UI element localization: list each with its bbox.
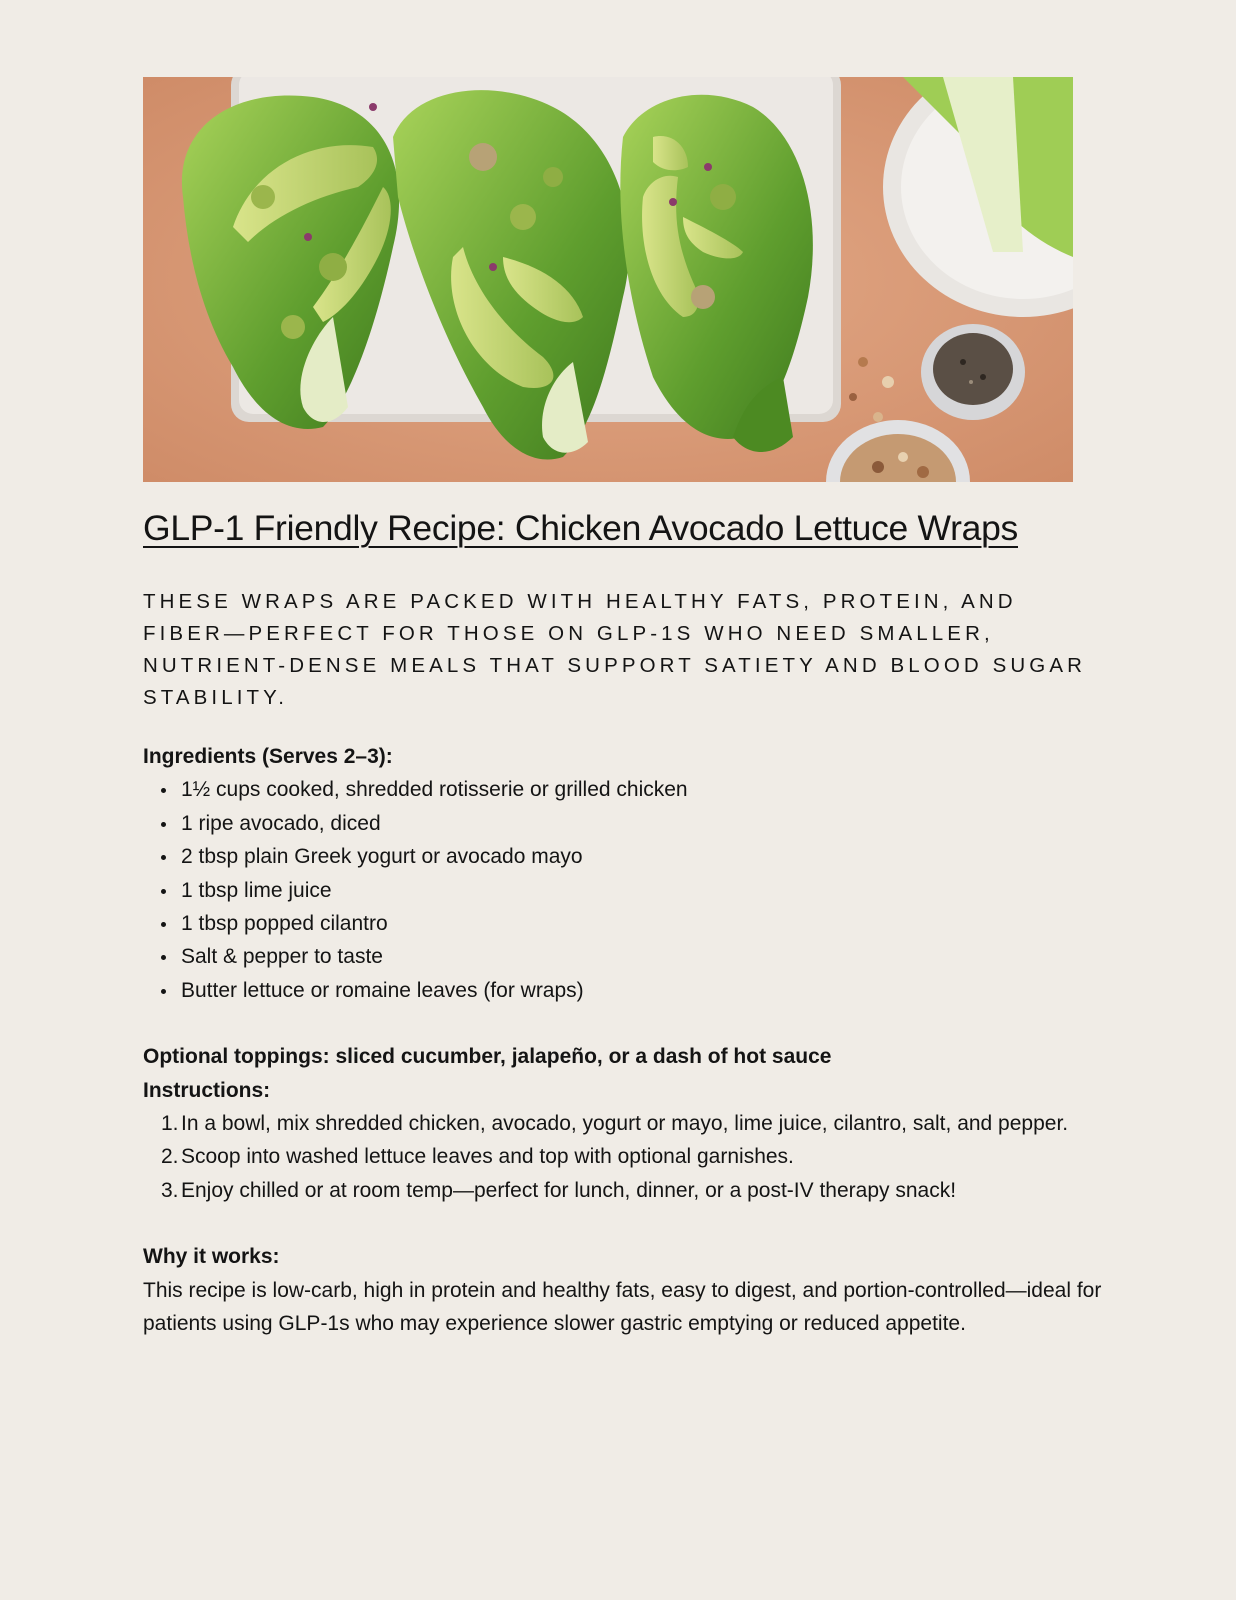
- recipe-intro: THESE WRAPS ARE PACKED WITH HEALTHY FATS, PROTEIN, AND FIBER—PERFECT FOR THOSE ON GLP-1S WHO NEED SMALLER, NUTRIENT-DENSE MEALS THAT SUPPORT SATIETY AND BLOOD SUGAR STABILITY.: [143, 590, 1087, 709]
- instructions-heading: Instructions:: [143, 1078, 271, 1102]
- ingredient-item: 1 tbsp lime juice: [181, 874, 1133, 907]
- instruction-step: [143, 1140, 1133, 1173]
- ingredient-item: Butter lettuce or romaine leaves (for wraps): [181, 974, 1133, 1007]
- instructions-list: [143, 1107, 1133, 1207]
- ingredient-item: Salt & pepper to taste: [181, 940, 1133, 973]
- step-text: Scoop into washed lettuce leaves and top with optional garnishes.: [181, 1145, 794, 1169]
- optional-toppings: Optional toppings: sliced cucumber, jalapeño, or a dash of hot sauce: [143, 1045, 832, 1069]
- ingredients-heading: Ingredients (Serves 2–3):: [143, 745, 393, 768]
- recipe-content: [143, 740, 1133, 1341]
- why-heading: Why it works:: [143, 1245, 280, 1269]
- ingredient-item: 1 ripe avocado, diced: [181, 807, 1133, 840]
- recipe-title: GLP-1 Friendly Recipe: Chicken Avocado Lettuce Wraps: [143, 508, 1018, 548]
- ingredient-item: 1½ cups cooked, shredded rotisserie or grilled chicken: [181, 773, 1133, 806]
- ingredient-item: 2 tbsp plain Greek yogurt or avocado mayo: [181, 840, 1133, 873]
- ingredient-item: 1 tbsp popped cilantro: [181, 907, 1133, 940]
- step-text: Enjoy chilled or at room temp—perfect for lunch, dinner, or a post-IV therapy snack!: [181, 1178, 957, 1202]
- step-number: 2.: [161, 1145, 179, 1169]
- instruction-step: [143, 1174, 1133, 1207]
- instruction-step: [143, 1107, 1133, 1140]
- ingredients-list: [143, 773, 1133, 1007]
- step-number: 3.: [161, 1178, 179, 1202]
- why-text: This recipe is low-carb, high in protein and healthy fats, easy to digest, and portion-controlled—ideal for patients using GLP-1s who may experience slower gastric emptying or reduced appetite.: [143, 1278, 1102, 1336]
- hero-image: [143, 77, 1073, 482]
- step-number: 1.: [161, 1112, 179, 1136]
- step-text: In a bowl, mix shredded chicken, avocado, yogurt or mayo, lime juice, cilantro, salt, and pepper.: [181, 1112, 1069, 1136]
